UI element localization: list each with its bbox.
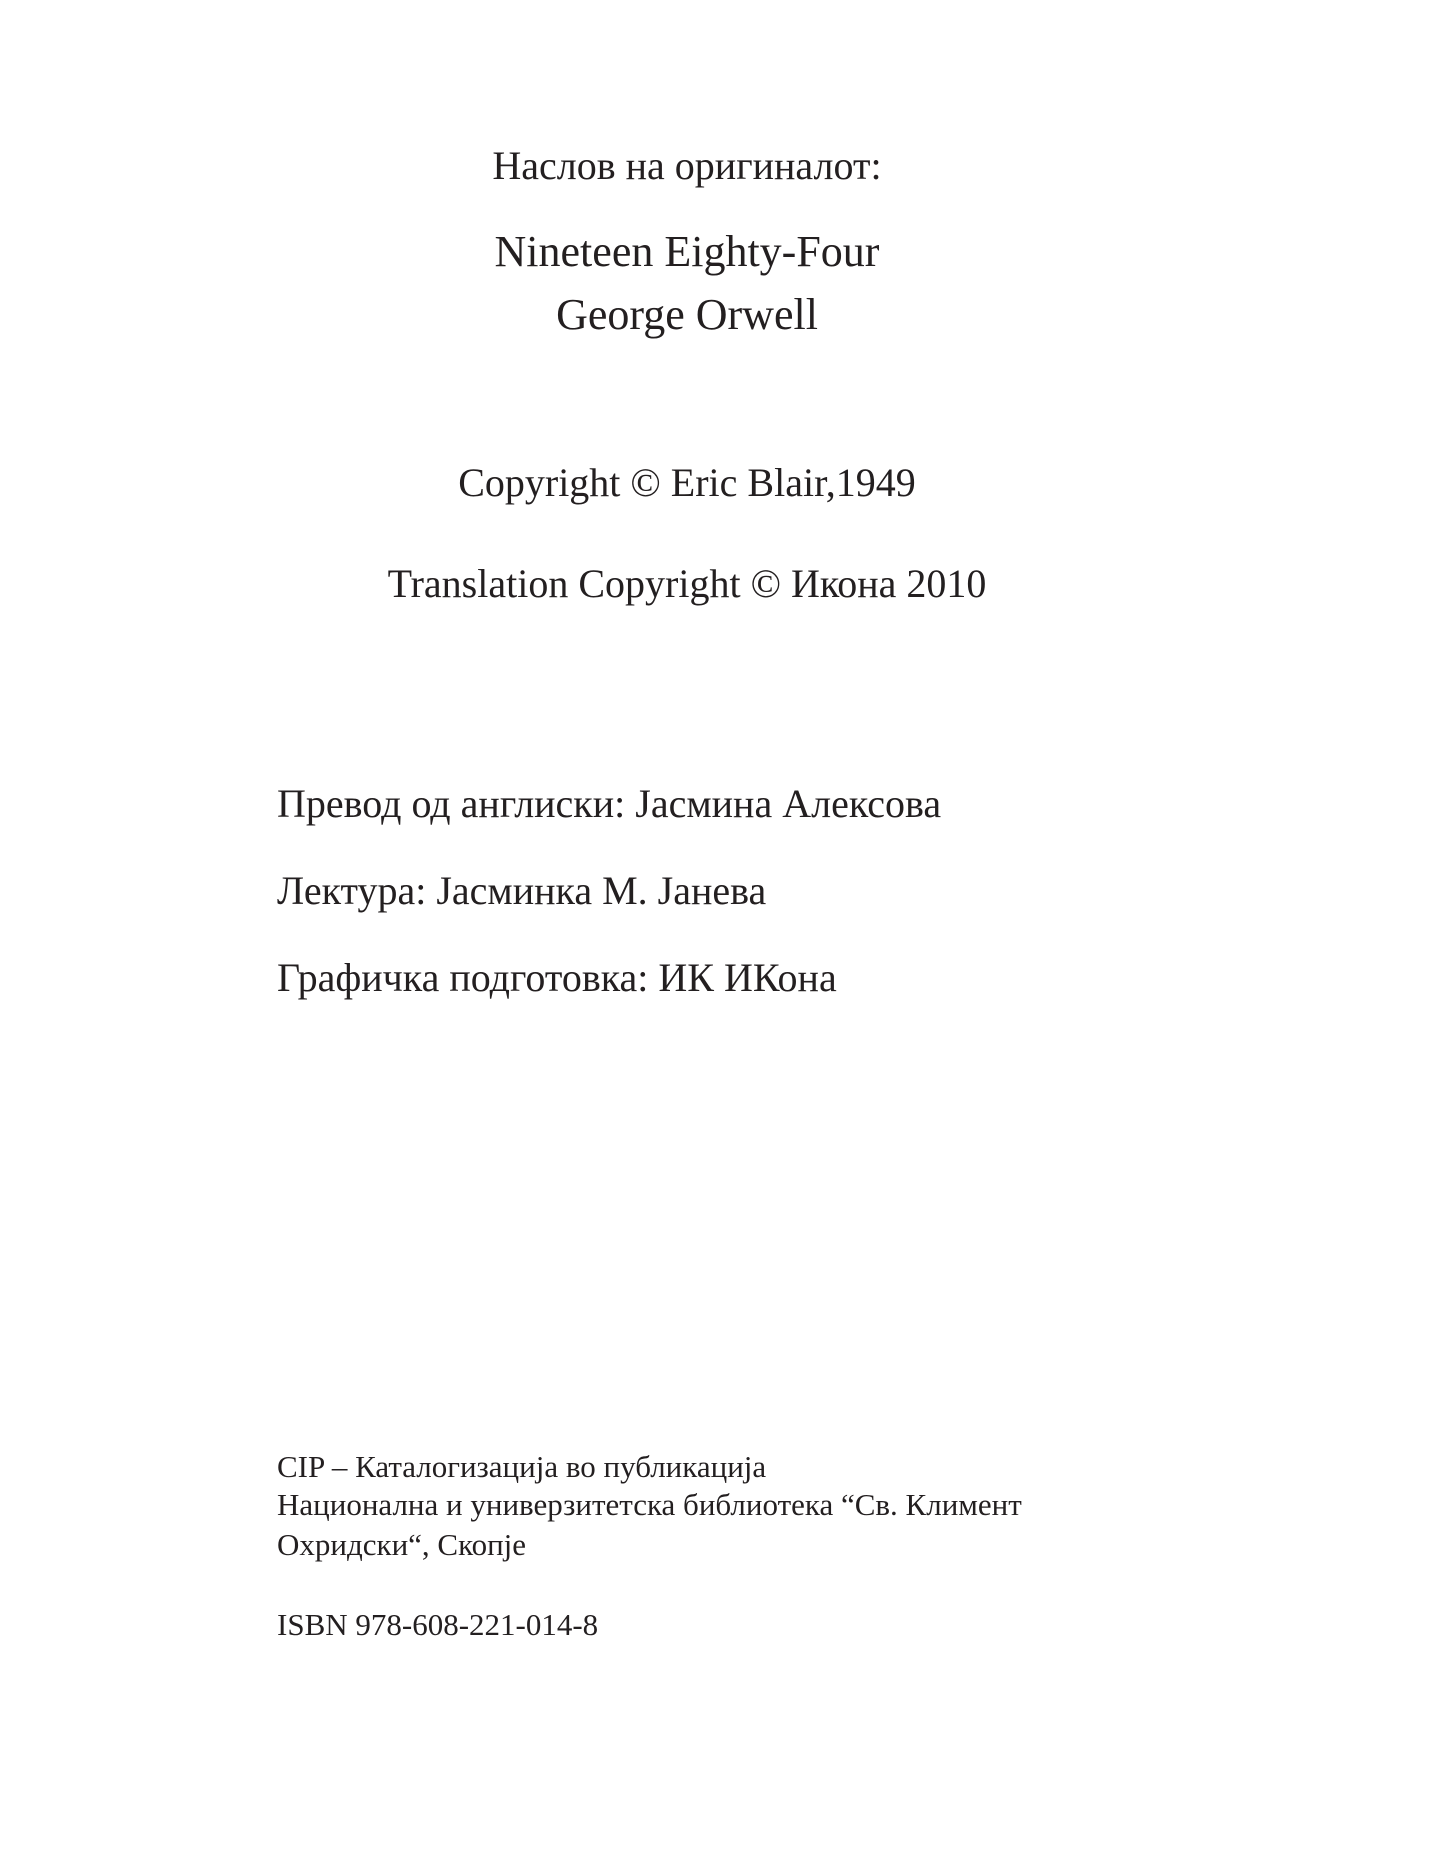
cip-line: Охридски“, Скопје: [277, 1527, 527, 1562]
isbn: ISBN 978-608-221-014-8: [277, 1607, 599, 1642]
translation-copyright-notice: Translation Copyright © Икона 2010: [387, 561, 987, 606]
original-copyright-notice: Copyright © Eric Blair,1949: [458, 460, 916, 505]
original-title-label: Наслов на оригиналот:: [492, 143, 882, 188]
original-author: George Orwell: [556, 290, 818, 339]
cip-line: CIP – Каталогизација во публикација: [277, 1449, 767, 1484]
cip-line: Национална и универзитетска библиотека “Св. Климент: [277, 1487, 1022, 1522]
credit-proofreader: Лектура: Јасминка М. Јанева: [277, 868, 767, 913]
credit-graphic-design: Графичка подготовка: ИК ИКона: [277, 955, 837, 1000]
original-book-title: Nineteen Eighty-Four: [494, 227, 880, 276]
credit-translator: Превод од англиски: Јасмина Алексова: [277, 781, 942, 826]
